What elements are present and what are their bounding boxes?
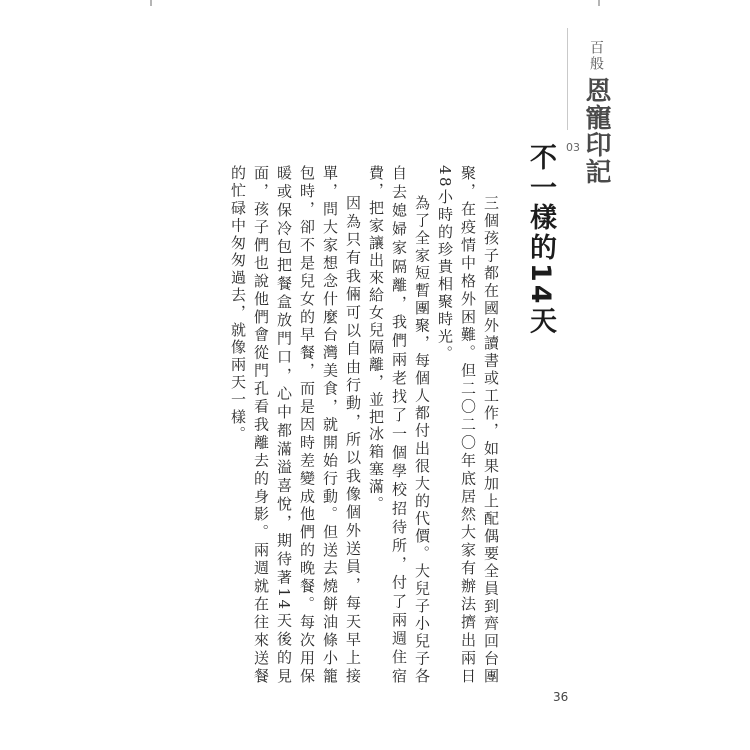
paragraph-2: 為了全家短暫團聚，每個人都付出很大的代價。大兒子小兒子各自去媳婦家隔離，我們兩老找了一個學校招待所，付了兩週住宿費，把家讓出來給女兒隔離，並把冰箱塞滿。 xyxy=(367,165,431,685)
paragraph-1: 三個孩子都在國外讀書或工作，如果加上配偶要全員到齊回台團聚，在疫情中格外困難。但二〇二〇年底居然大家有辦法擠出兩日48小時的珍貴相聚時光。 xyxy=(436,165,500,685)
crop-mark-right xyxy=(598,0,600,6)
crop-mark-left xyxy=(150,0,152,6)
series-mark-main: 恩寵印記 xyxy=(581,77,611,186)
body-text xyxy=(226,165,502,685)
vertical-rule xyxy=(567,28,568,130)
series-mark-top: 百般 xyxy=(588,40,604,72)
chapter-title: 不一樣的14天 xyxy=(525,143,556,337)
paragraph-3: 因為只有我倆可以自由行動，所以我像個外送員，每天早上接單，問大家想念什麼台灣美食，就開始行動。但送去燒餅油條小籠包時，卻不是兒女的早餐，而是因時差變成他們的晚餐。每次用保暖或保冷包把餐盒放門口，心中都滿溢喜悅，期待著14天後的見面，孩子們也說他們會從門孔看我離去的身影。兩週就在往來送餐的忙碌中匆匆過去，就像兩天一樣。 xyxy=(229,165,362,685)
page-number: 36 xyxy=(553,690,569,704)
chapter-number: 03 xyxy=(566,141,580,154)
series-calligraphy-mark xyxy=(578,40,615,185)
